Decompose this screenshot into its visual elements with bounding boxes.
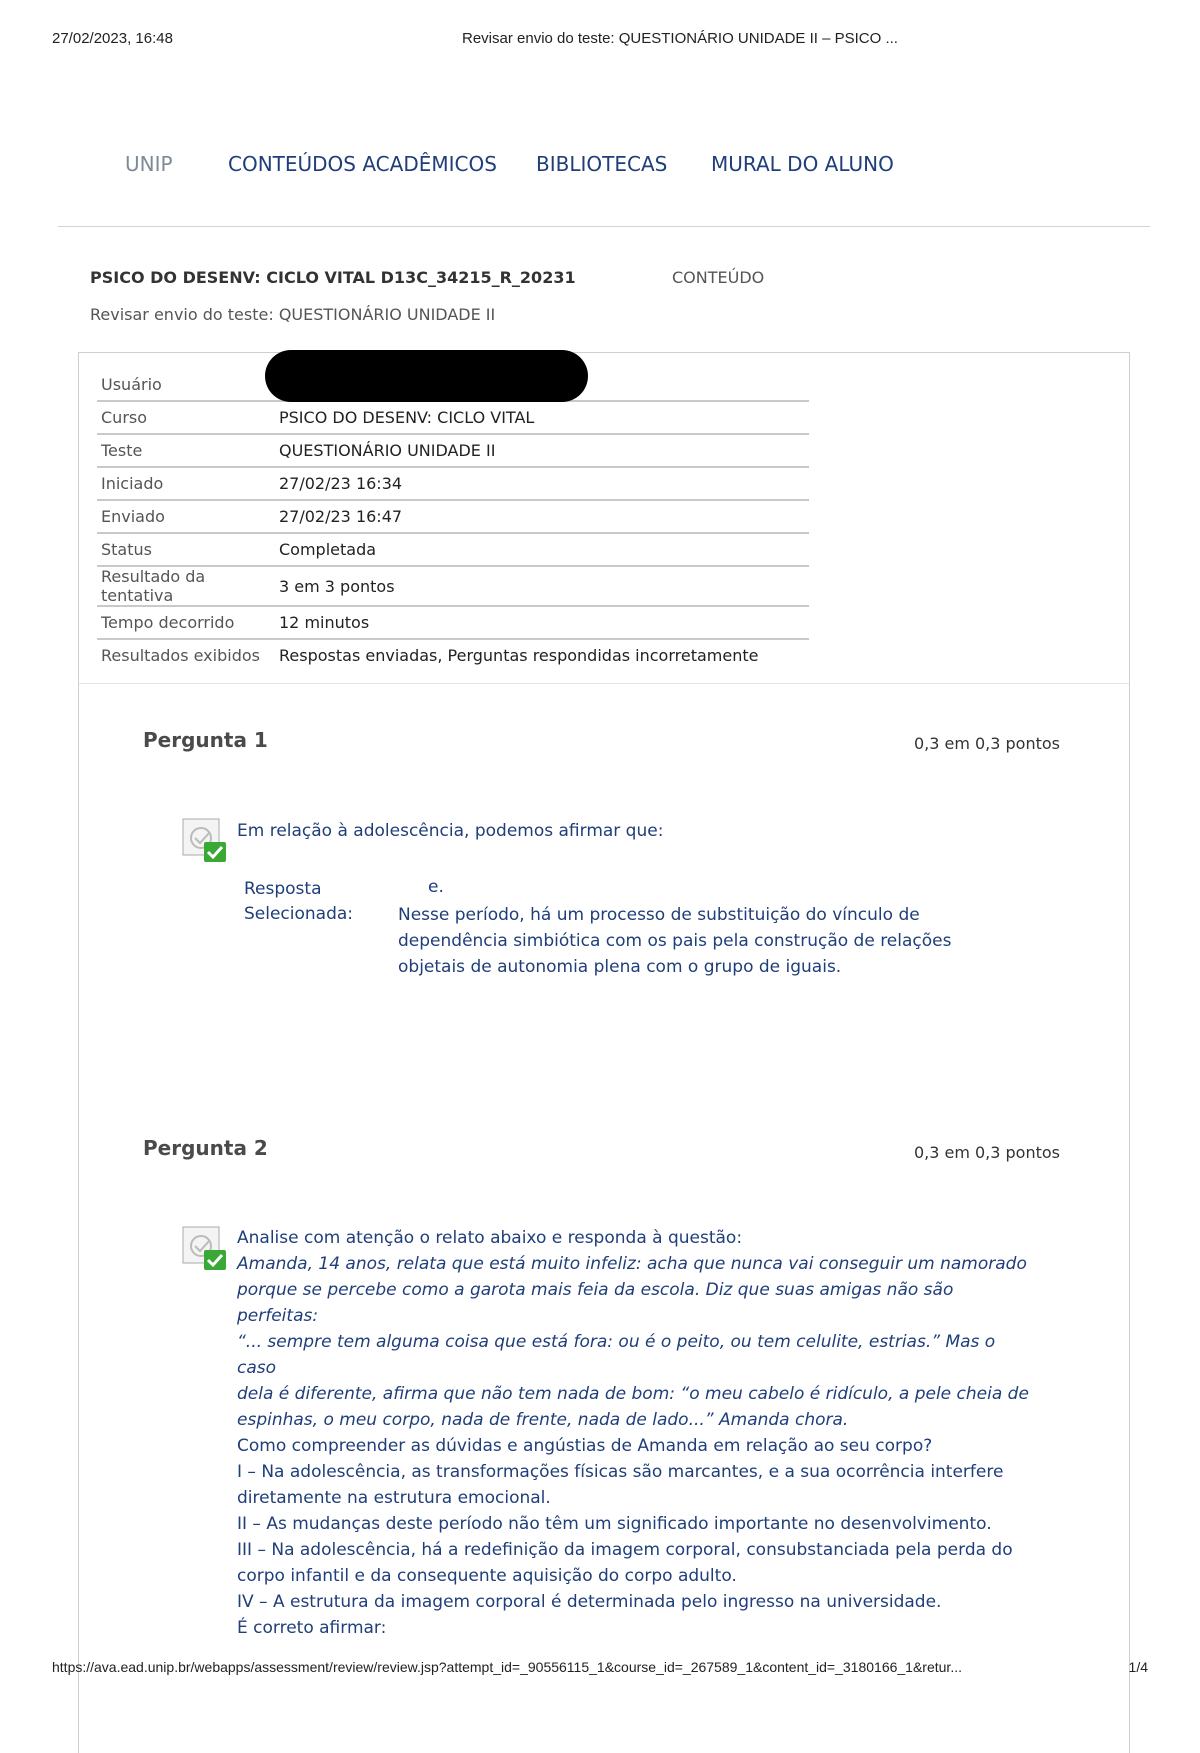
question-1-title: Pergunta 1	[143, 728, 268, 752]
prompt-line: I – Na adolescência, as transformações físicas são marcantes, e a sua ocorrência interfere	[237, 1462, 1004, 1482]
info-value: 3 em 3 pontos	[275, 566, 809, 606]
info-row	[97, 639, 809, 671]
answer-label: Resposta	[244, 879, 322, 899]
prompt-line: “... sempre tem alguma coisa que está fora: ou é o peito, ou tem celulite, estrias.” Mas o caso	[237, 1332, 996, 1378]
nav-item-mural[interactable]: MURAL DO ALUNO	[711, 152, 894, 176]
info-label: Curso	[97, 401, 275, 434]
prompt-line: dela é diferente, afirma que não tem nada de bom: “o meu cabelo é ridículo, a pele cheia de	[237, 1384, 1029, 1404]
nav-brand[interactable]: UNIP	[125, 152, 173, 176]
info-label: Teste	[97, 434, 275, 467]
info-label: Enviado	[97, 500, 275, 533]
info-row	[97, 606, 809, 639]
answer-label-selected: Selecionada:	[244, 904, 354, 924]
prompt-line: Analise com atenção o relato abaixo e responda à questão:	[237, 1228, 743, 1248]
nav-item-bibliotecas[interactable]: BIBLIOTECAS	[536, 152, 668, 176]
question-1-points: 0,3 em 0,3 pontos	[913, 734, 1060, 753]
question-2-title: Pergunta 2	[143, 1136, 268, 1160]
selected-answer	[398, 902, 988, 980]
attempt-info-box	[79, 353, 1129, 684]
content-link[interactable]: CONTEÚDO	[672, 268, 765, 287]
prompt-line: diretamente na estrutura emocional.	[237, 1488, 551, 1508]
prompt-line: Amanda, 14 anos, relata que está muito infeliz: acha que nunca vai conseguir um namorado	[237, 1254, 1027, 1274]
attempt-info-table	[97, 369, 809, 671]
prompt-line: É correto afirmar:	[237, 1618, 387, 1638]
prompt-line: corpo infantil e da consequente aquisição do corpo adulto.	[237, 1566, 737, 1586]
info-value: Respostas enviadas, Perguntas respondidas incorretamente	[279, 646, 759, 665]
info-value: QUESTIONÁRIO UNIDADE II	[275, 434, 809, 467]
question-2-points: 0,3 em 0,3 pontos	[913, 1143, 1060, 1162]
question-2-prompt	[237, 1225, 1037, 1641]
info-value: 27/02/23 16:47	[275, 500, 809, 533]
redaction-mark	[265, 350, 588, 402]
nav-item-conteudos[interactable]: CONTEÚDOS ACADÊMICOS	[228, 152, 497, 176]
info-row	[97, 500, 809, 533]
info-label: Iniciado	[97, 467, 275, 500]
prompt-line: porque se percebe como a garota mais feia da escola. Diz que suas amigas não são perfeitas:	[237, 1280, 954, 1326]
info-label: Resultados exibidos	[101, 646, 260, 665]
info-value: 12 minutos	[275, 606, 809, 639]
header-divider	[58, 226, 1150, 227]
info-row	[97, 434, 809, 467]
print-page-number: 1/4	[1128, 1659, 1148, 1675]
info-label: Status	[97, 533, 275, 566]
info-label: Tempo decorrido	[97, 606, 275, 639]
answer-letter: e.	[428, 877, 444, 897]
info-row	[97, 566, 809, 606]
page-subtitle: Revisar envio do teste: QUESTIONÁRIO UNIDADE II	[90, 305, 496, 324]
question-1-prompt: Em relação à adolescência, podemos afirmar que:	[237, 821, 664, 841]
info-row	[97, 533, 809, 566]
course-title: PSICO DO DESENV: CICLO VITAL D13C_34215_R_20231	[90, 268, 576, 287]
print-header	[52, 30, 1148, 50]
answer-line: objetais de autonomia plena com o grupo de iguais.	[398, 957, 842, 977]
info-row	[97, 401, 809, 434]
prompt-line: II – As mudanças deste período não têm um significado importante no desenvolvimento.	[237, 1514, 992, 1534]
answer-line: dependência simbiótica com os pais pela construção de relações	[398, 931, 952, 951]
info-value: 27/02/23 16:34	[275, 467, 809, 500]
info-label: Usuário	[97, 369, 275, 401]
prompt-line: IV – A estrutura da imagem corporal é determinada pelo ingresso na universidade.	[237, 1592, 942, 1612]
info-row	[97, 467, 809, 500]
prompt-line: Como compreender as dúvidas e angústias de Amanda em relação ao seu corpo?	[237, 1436, 933, 1456]
info-label: Resultado da tentativa	[97, 566, 275, 606]
print-url: https://ava.ead.unip.br/webapps/assessment/review/review.jsp?attempt_id=_90556115_1&course_id=_267589_1&content_id=_3180166_1&retur...	[52, 1659, 962, 1675]
info-value: PSICO DO DESENV: CICLO VITAL	[275, 401, 809, 434]
prompt-line: III – Na adolescência, há a redefinição da imagem corporal, consubstanciada pela perda do	[237, 1540, 1013, 1560]
prompt-line: espinhas, o meu corpo, nada de frente, nada de lado...” Amanda chora.	[237, 1410, 849, 1430]
correct-answer-icon	[182, 818, 228, 864]
print-date: 27/02/2023, 16:48	[52, 30, 173, 47]
print-title: Revisar envio do teste: QUESTIONÁRIO UNIDADE II – PSICO ...	[462, 30, 898, 47]
info-value: Completada	[275, 533, 809, 566]
correct-answer-icon	[182, 1226, 228, 1272]
answer-line: Nesse período, há um processo de substituição do vínculo de	[398, 905, 920, 925]
